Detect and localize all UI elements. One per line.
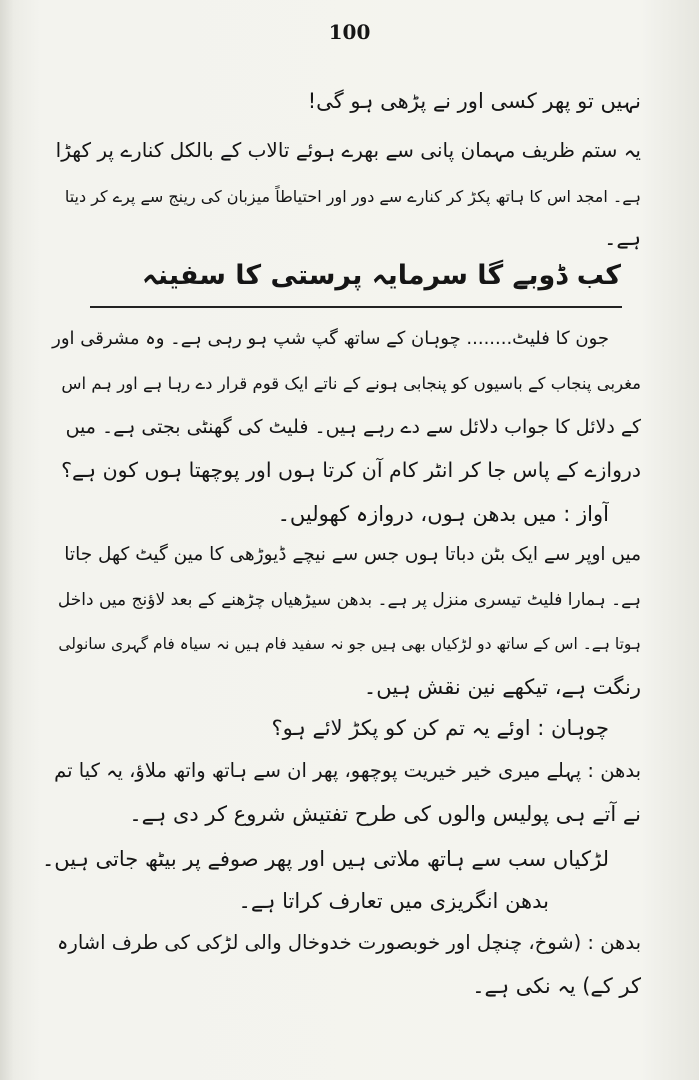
page-number: 100 — [328, 20, 371, 44]
text-line-10: میں اوپر سے ایک بٹن دباتا ہوں جس سے نیچے ڈیوڑھی کا مین گیٹ کھل جاتا — [64, 544, 641, 565]
heading-underline — [90, 306, 622, 308]
text-line-8: دروازے کے پاس جا کر انٹر کام آن کرتا ہوں اور پوچھتا ہوں کون ہے؟ — [61, 458, 641, 482]
text-line-9: آواز : میں بدھن ہوں، دروازہ کھولیں۔ — [277, 502, 609, 526]
text-line-7: کے دلائل کا جواب دلائل سے دے رہے ہیں۔ فلیٹ کی گھنٹی بجتی ہے۔ میں — [65, 416, 641, 438]
text-line-13: رنگت ہے، تیکھے نین نقش ہیں۔ — [363, 675, 641, 699]
text-line-16: نے آتے ہی پولیس والوں کی طرح تفتیش شروع کر دی ہے۔ — [129, 802, 641, 826]
text-line-5: جون کا فلیٹ........ چوہان کے ساتھ گپ شپ ہو رہی ہے۔ وہ مشرقی اور — [52, 328, 609, 349]
text-line-14: چوہان : اوئے یہ تم کن کو پکڑ لائے ہو؟ — [271, 716, 609, 740]
section-heading: کب ڈوبے گا سرمایہ پرستی کا سفینہ — [142, 260, 621, 291]
text-line-3: ہے۔ امجد اس کا ہاتھ پکڑ کر کنارے سے دور اور احتیاطاً میزبان کی رینج سے پرے کر دیتا — [64, 187, 641, 206]
text-line-15: بدھن : پہلے میری خیر خیریت پوچھو، پھر ان سے ہاتھ واتھ ملاؤ، یہ کیا تم — [54, 759, 641, 782]
text-line-4: ہے۔ — [604, 226, 641, 250]
text-line-11: ہے۔ ہمارا فلیٹ تیسری منزل پر ہے۔ بدھن سیڑھیاں چڑھنے کے بعد لاؤنج میں داخل — [57, 590, 641, 610]
text-line-2: یہ ستم ظریف مہمان پانی سے بھرے ہوئے تالاب کے بالکل کنارے پر کھڑا — [55, 138, 641, 162]
text-line-1: نہیں تو پھر کسی اور نے پڑھی ہو گی! — [307, 89, 641, 113]
text-line-6: مغربی پنجاب کے باسیوں کو پنجابی ہونے کے ناتے ایک قوم قرار دے رہا ہے اور ہم اس — [61, 374, 641, 393]
text-line-12: ہوتا ہے۔ اس کے ساتھ دو لڑکیاں بھی ہیں جو نہ سفید فام ہیں نہ سیاہ فام گہری سانولی — [58, 635, 641, 653]
text-line-19: بدھن : (شوخ، چنچل اور خوبصورت خدوخال والی لڑکی کی طرف اشارہ — [56, 931, 641, 954]
text-line-18: بدھن انگریزی میں تعارف کراتا ہے۔ — [238, 889, 549, 913]
text-line-20: کر کے) یہ نکی ہے۔ — [472, 974, 641, 998]
text-line-17: لڑکیاں سب سے ہاتھ ملاتی ہیں اور پھر صوفے پر بیٹھ جاتی ہیں۔ — [41, 847, 609, 871]
